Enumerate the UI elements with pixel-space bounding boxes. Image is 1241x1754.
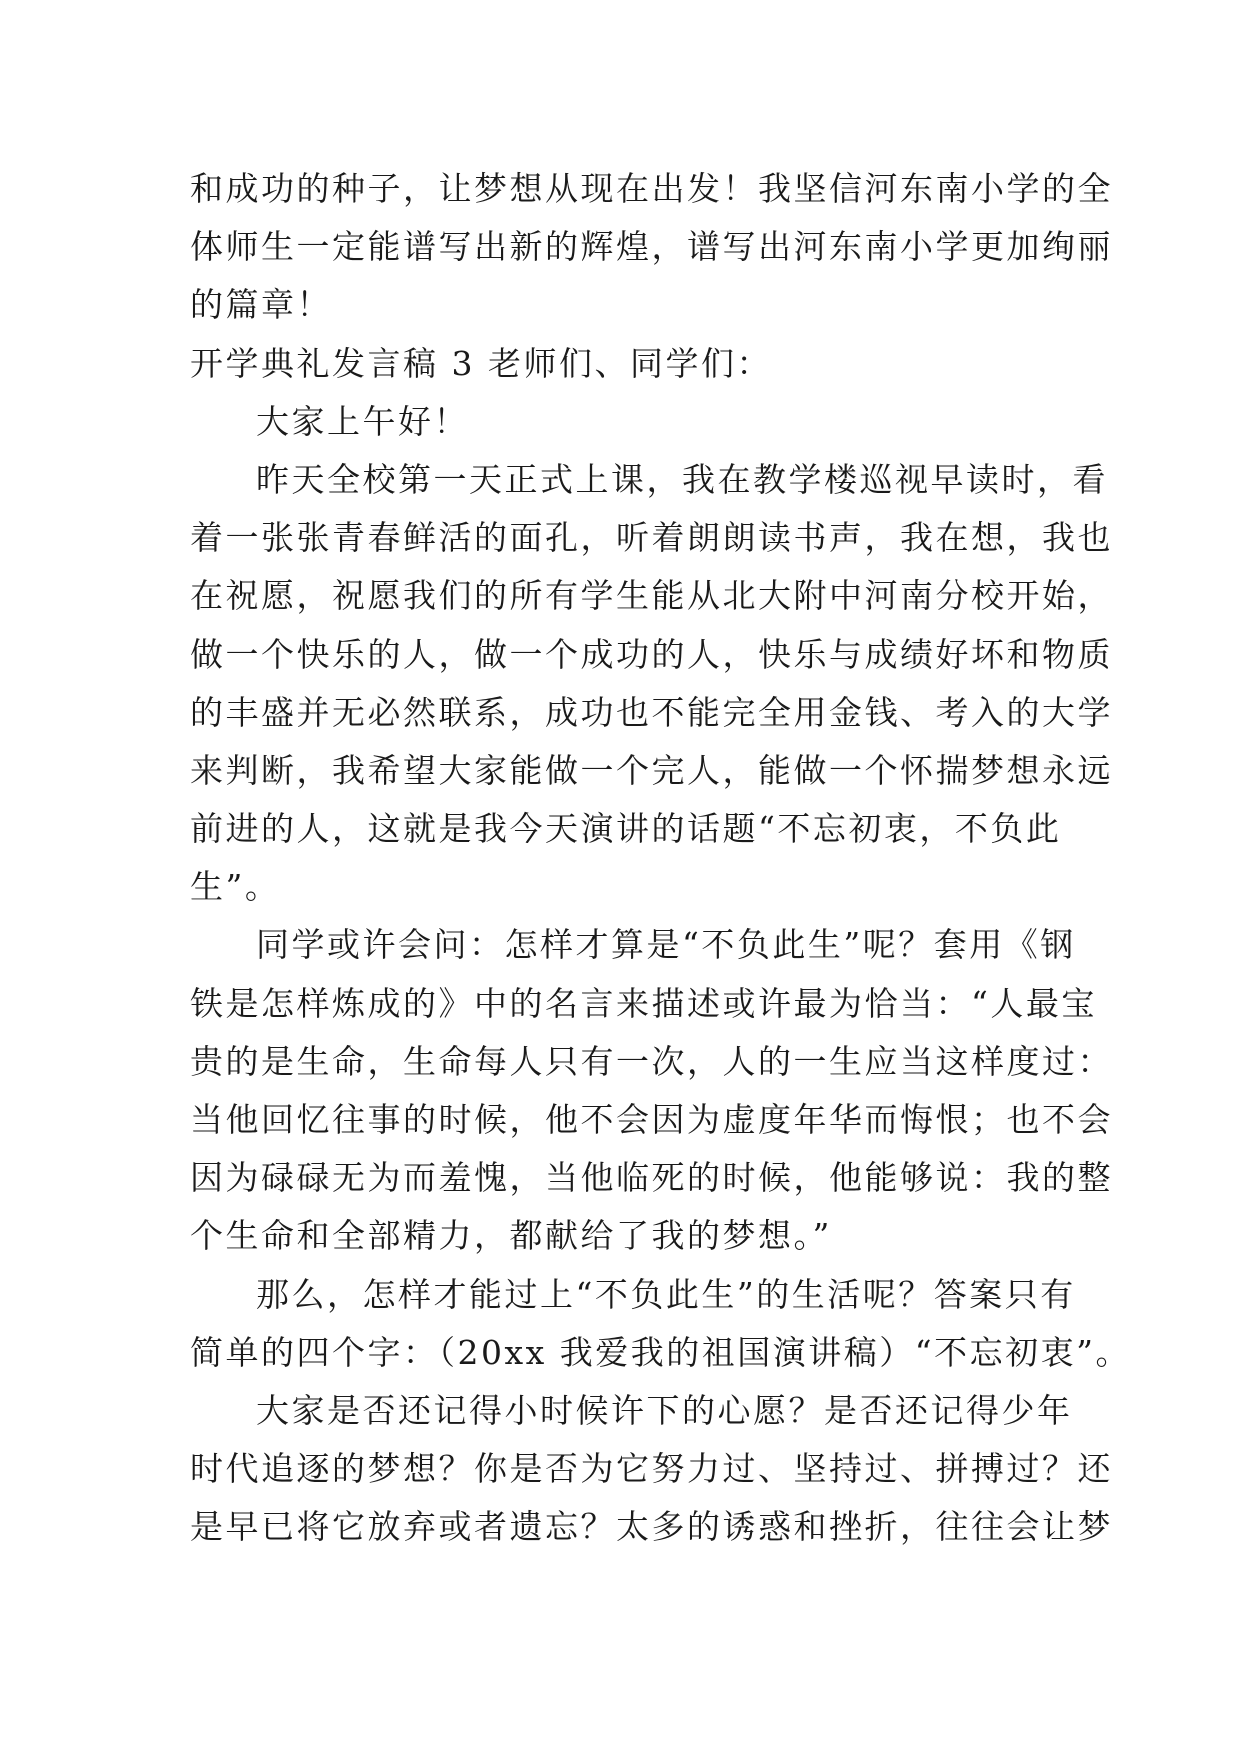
text-line: 时代追逐的梦想？你是否为它努力过、坚持过、拼搏过？还 [190,1449,1113,1489]
text-line: 个生命和全部精力，都献给了我的梦想。” [190,1216,832,1256]
text-line: 在祝愿，祝愿我们的所有学生能从北大附中河南分校开始， [190,576,1113,616]
section-heading: 开学典礼发言稿 3 老师们、同学们： [190,343,772,383]
text-line: 着一张张青春鲜活的面孔，听着朗朗读书声，我在想，我也 [190,518,1113,558]
greeting-line: 大家上午好！ [256,401,469,441]
text-line: 体师生一定能谱写出新的辉煌，谱写出河东南小学更加绚丽 [190,227,1113,267]
text-line: 简单的四个字：（20xx 我爱我的祖国演讲稿）“不忘初衷”。 [190,1332,1131,1372]
text-line: 和成功的种子，让梦想从现在出发！我坚信河东南小学的全 [190,169,1113,208]
text-line: 大家是否还记得小时候许下的心愿？是否还记得少年 [256,1390,1073,1430]
text-line: 的丰盛并无必然联系，成功也不能完全用金钱、考入的大学 [190,692,1113,732]
text-line: 是早已将它放弃或者遗忘？太多的诱惑和挫折，往往会让梦 [190,1507,1113,1547]
text-line: 当他回忆往事的时候，他不会因为虚度年华而悔恨；也不会 [190,1100,1113,1139]
text-line: 因为碌碌无为而羞愧，当他临死的时候，他能够说：我的整 [190,1158,1113,1198]
text-line: 的篇章！ [190,285,332,325]
document-body [190,160,1131,1557]
text-line: 前进的人，这就是我今天演讲的话题“不忘初衷，不负此 [190,809,1062,849]
text-line: 同学或许会问：怎样才算是“不负此生”呢？套用《钢 [256,925,1076,965]
text-line: 那么，怎样才能过上“不负此生”的生活呢？答案只有 [256,1274,1076,1314]
text-line: 铁是怎样炼成的》中的名言来描述或许最为恰当：“人最宝 [190,983,1097,1023]
text-line: 做一个快乐的人，做一个成功的人，快乐与成绩好坏和物质 [190,634,1113,674]
text-line: 昨天全校第一天正式上课，我在教学楼巡视早读时，看 [256,459,1108,499]
text-line: 来判断，我希望大家能做一个完人，能做一个怀揣梦想永远 [190,750,1113,790]
text-line: 生”。 [190,867,281,907]
text-line: 贵的是生命，生命每人只有一次，人的一生应当这样度过： [190,1041,1113,1081]
